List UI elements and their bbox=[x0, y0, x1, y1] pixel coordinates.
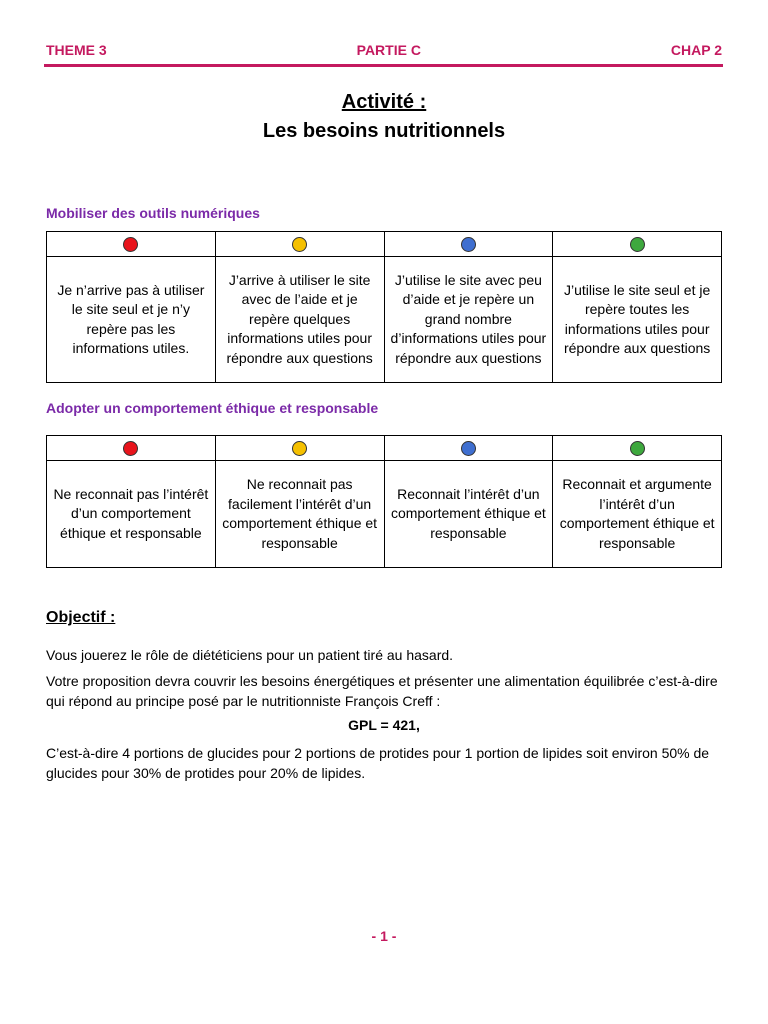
rubric-table-ethique bbox=[46, 435, 722, 568]
objectif-paragraph-3: C’est-à-dire 4 portions de glucides pour 2 portions de protides pour 1 portion de lipides soit environ 50% de glucides pour 30% de protides pour 20% de lipides. bbox=[46, 745, 710, 781]
yellow-dot-icon bbox=[292, 441, 307, 456]
level-description: Reconnait l’intérêt d’un comportement éthique et responsable bbox=[384, 461, 553, 568]
red-dot-icon bbox=[123, 441, 138, 456]
objectif-paragraph-1: Vous jouerez le rôle de diététiciens pour un patient tiré au hasard. bbox=[46, 647, 454, 663]
level-description: Reconnait et argumente l’intérêt d’un comportement éthique et responsable bbox=[553, 461, 722, 568]
level-cell bbox=[384, 232, 553, 257]
section-label-ethique: Adopter un comportement éthique et responsable bbox=[46, 400, 379, 416]
level-cell bbox=[384, 436, 553, 461]
level-cell bbox=[47, 436, 216, 461]
level-description: Ne reconnait pas l’intérêt d’un comportement éthique et responsable bbox=[47, 461, 216, 568]
level-description: Je n’arrive pas à utiliser le site seul et je n’y repère pas les informations utiles. bbox=[47, 257, 216, 383]
section-label-numerique: Mobiliser des outils numériques bbox=[46, 205, 260, 221]
green-dot-icon bbox=[630, 237, 645, 252]
yellow-dot-icon bbox=[292, 237, 307, 252]
header-chap: CHAP 2 bbox=[670, 42, 722, 58]
blue-dot-icon bbox=[461, 441, 476, 456]
red-dot-icon bbox=[123, 237, 138, 252]
level-description: J’utilise le site avec peu d’aide et je repère un grand nombre d’informations utiles pour répondre aux questions bbox=[384, 257, 553, 383]
blue-dot-icon bbox=[461, 237, 476, 252]
level-cell bbox=[215, 436, 384, 461]
title-subject: Les besoins nutritionnels bbox=[262, 120, 506, 142]
objectif-paragraph-2: Votre proposition devra couvrir les besoins énergétiques et présenter une alimentation équilibrée c’est-à-dire qui répond au principe posé par le nutritionniste François Creff : bbox=[46, 673, 718, 709]
level-description: J’arrive à utiliser le site avec de l’aide et je repère quelques informations utiles pour répondre aux questions bbox=[215, 257, 384, 383]
page-header bbox=[46, 42, 722, 58]
title-activity: Activité : bbox=[341, 91, 427, 113]
level-cell bbox=[215, 232, 384, 257]
level-description: J’utilise le site seul et je repère toutes les informations utiles pour répondre aux questions bbox=[553, 257, 722, 383]
header-theme: THEME 3 bbox=[46, 42, 107, 58]
rubric-table-numerique bbox=[46, 231, 722, 383]
level-description: Ne reconnait pas facilement l’intérêt d’un comportement éthique et responsable bbox=[215, 461, 384, 568]
gpl-formula: GPL = 421, bbox=[348, 717, 420, 733]
green-dot-icon bbox=[630, 441, 645, 456]
page-title bbox=[0, 88, 768, 146]
page-number: - 1 - bbox=[371, 928, 397, 944]
header-divider bbox=[44, 64, 723, 67]
objectif-heading: Objectif : bbox=[46, 609, 116, 626]
header-partie: PARTIE C bbox=[356, 42, 421, 58]
level-cell bbox=[47, 232, 216, 257]
level-cell bbox=[553, 436, 722, 461]
level-cell bbox=[553, 232, 722, 257]
